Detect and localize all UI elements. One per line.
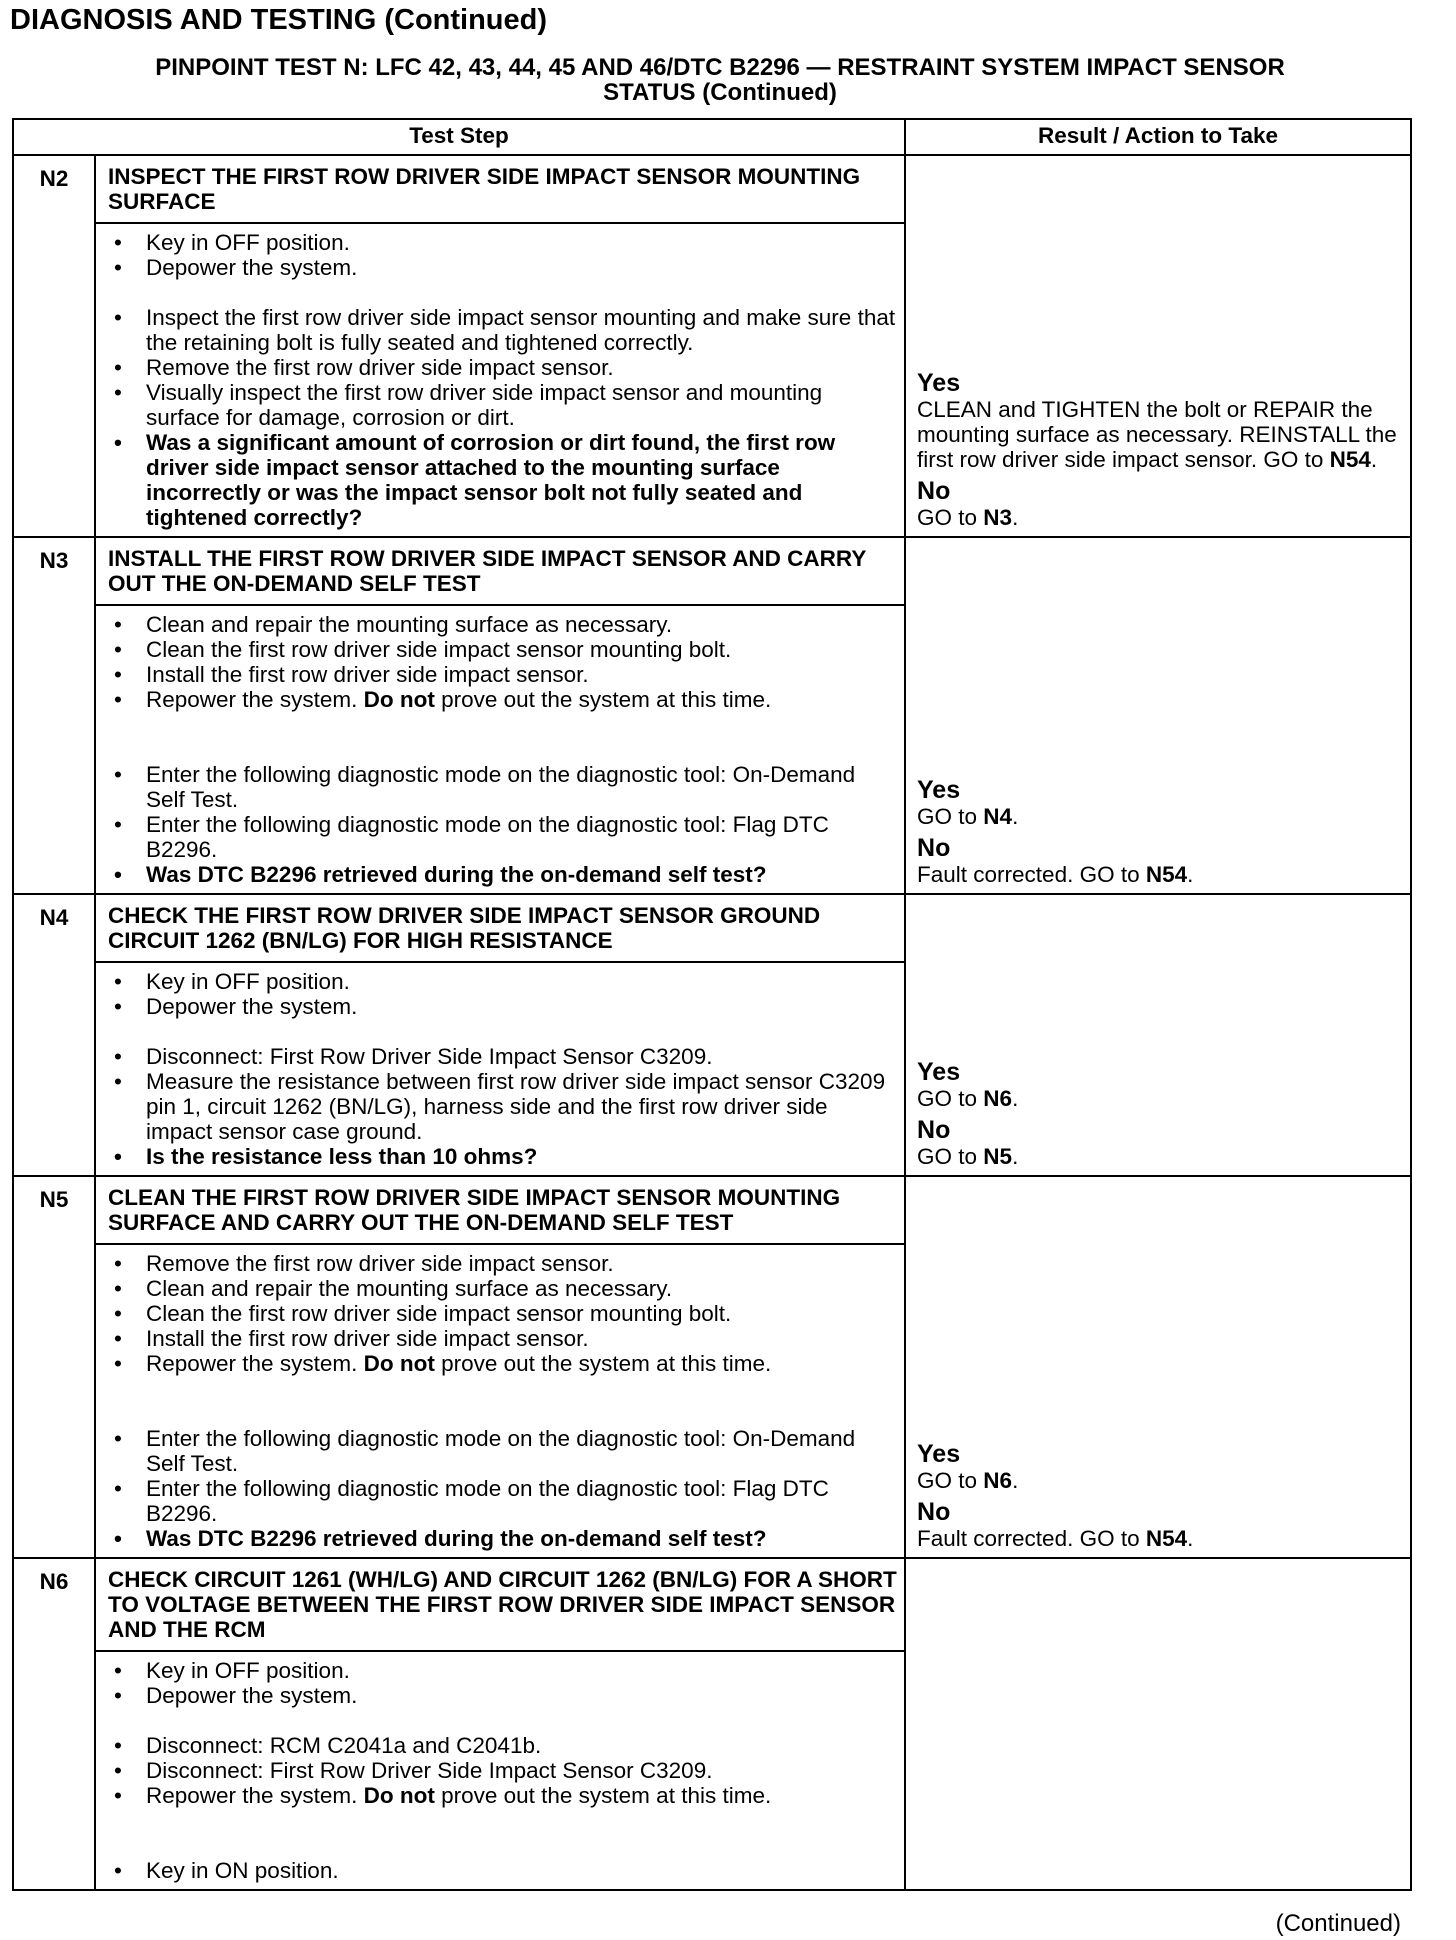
result-yes-label: Yes	[917, 1058, 961, 1086]
list-item-question: • Was DTC B2296 retrieved during the on-demand self test?	[108, 862, 898, 887]
step-id: N5	[13, 1176, 95, 1558]
list-item-question: • Was DTC B2296 retrieved during the on-demand self test?	[108, 1526, 898, 1551]
list-item: • Enter the following diagnostic mode on the diagnostic tool: On-Demand Self Test.	[108, 762, 898, 812]
step-result	[905, 537, 1411, 894]
list-item: • Enter the following diagnostic mode on the diagnostic tool: Flag DTC B2296.	[108, 812, 898, 862]
result-no-label: No	[917, 1116, 951, 1144]
list-item-question: • Was a significant amount of corrosion or dirt found, the first row driver side impact sensor attached to the mounting surface incorrectly or was the impact sensor bolt not fully seated and tightened correctly?	[108, 430, 898, 530]
list-item: • Install the first row driver side impact sensor.	[108, 1326, 898, 1351]
result-no-text: GO to N5.	[917, 1144, 1019, 1169]
result-yes-text: CLEAN and TIGHTEN the bolt or REPAIR the mounting surface as necessary. REINSTALL the first row driver side impact sensor. GO to N54.	[917, 397, 1397, 472]
list-item: • Repower the system. Do not prove out the system at this time.	[108, 1351, 898, 1376]
list-item: • Measure the resistance between first row driver side impact sensor C3209 pin 1, circuit 1262 (BN/LG), harness side and the first row driver side impact sensor case ground.	[108, 1069, 898, 1144]
result-no-text: Fault corrected. GO to N54.	[917, 862, 1194, 887]
list-item: • Inspect the first row driver side impact sensor mounting and make sure that the retaining bolt is fully seated and tightened correctly.	[108, 305, 898, 355]
pinpoint-title-line2: STATUS (Continued)	[603, 79, 837, 106]
result-yes-text: GO to N6.	[917, 1086, 1019, 1111]
result-yes-label: Yes	[917, 776, 961, 804]
list-item: • Disconnect: First Row Driver Side Impact Sensor C3209.	[108, 1758, 898, 1783]
continued-label: (Continued)	[1275, 1910, 1401, 1937]
list-item: • Depower the system.	[108, 994, 898, 1019]
list-item: • Key in OFF position.	[108, 230, 898, 255]
table-header-row	[13, 119, 1411, 155]
step-row-n4	[13, 894, 1411, 962]
list-item: • Enter the following diagnostic mode on the diagnostic tool: On-Demand Self Test.	[108, 1426, 898, 1476]
list-item: • Depower the system.	[108, 1683, 898, 1708]
list-item: • Key in OFF position.	[108, 969, 898, 994]
step-result	[905, 1176, 1411, 1558]
list-item: • Clean the first row driver side impact sensor mounting bolt.	[108, 637, 898, 662]
list-item: • Remove the first row driver side impact sensor.	[108, 355, 898, 380]
list-item: • Disconnect: RCM C2041a and C2041b.	[108, 1733, 898, 1758]
list-item: • Visually inspect the first row driver side impact sensor and mounting surface for damage, corrosion or dirt.	[108, 380, 898, 430]
step-reference: N4	[983, 804, 1013, 829]
page-header: DIAGNOSIS AND TESTING (Continued)	[10, 4, 548, 36]
step-row-n2	[13, 155, 1411, 223]
result-yes-label: Yes	[917, 369, 961, 397]
list-item: • Key in ON position.	[108, 1858, 898, 1883]
list-item: • Key in OFF position.	[108, 1658, 898, 1683]
step-row-n5	[13, 1176, 1411, 1244]
step-reference: N6	[983, 1086, 1013, 1111]
result-no-text: Fault corrected. GO to N54.	[917, 1526, 1194, 1551]
col-header-result: Result / Action to Take	[905, 119, 1411, 155]
step-instructions	[95, 962, 905, 1176]
list-item-question: • Is the resistance less than 10 ohms?	[108, 1144, 898, 1169]
list-item: • Clean the first row driver side impact sensor mounting bolt.	[108, 1301, 898, 1326]
pinpoint-test-table	[12, 118, 1412, 1891]
result-yes-text: GO to N6.	[917, 1468, 1019, 1493]
step-row-n3	[13, 537, 1411, 605]
step-reference: N54	[1329, 447, 1371, 472]
step-reference: N54	[1145, 862, 1188, 887]
list-item: • Repower the system. Do not prove out the system at this time.	[108, 687, 898, 712]
list-item: • Enter the following diagnostic mode on the diagnostic tool: Flag DTC B2296.	[108, 1476, 898, 1526]
list-item: • Repower the system. Do not prove out the system at this time.	[108, 1783, 898, 1808]
list-item: • Remove the first row driver side impact sensor.	[108, 1251, 898, 1276]
step-instructions	[95, 223, 905, 537]
step-title: CLEAN THE FIRST ROW DRIVER SIDE IMPACT SENSOR MOUNTING SURFACE AND CARRY OUT THE ON-DEMAND SELF TEST	[95, 1176, 905, 1244]
result-yes-text: GO to N4.	[917, 804, 1019, 829]
result-no-label: No	[917, 834, 951, 862]
list-item: • Clean and repair the mounting surface as necessary.	[108, 1276, 898, 1301]
step-title: INSTALL THE FIRST ROW DRIVER SIDE IMPACT SENSOR AND CARRY OUT THE ON-DEMAND SELF TEST	[95, 537, 905, 605]
step-title: INSPECT THE FIRST ROW DRIVER SIDE IMPACT SENSOR MOUNTING SURFACE	[95, 155, 905, 223]
result-no-text: GO to N3.	[917, 505, 1019, 530]
step-row-n6	[13, 1558, 1411, 1651]
step-id: N6	[13, 1558, 95, 1890]
result-no-label: No	[917, 1498, 951, 1526]
step-result	[905, 1558, 1411, 1890]
step-result	[905, 155, 1411, 537]
pinpoint-test-title	[30, 55, 1410, 105]
result-yes-label: Yes	[917, 1440, 961, 1468]
result-no-label: No	[917, 477, 951, 505]
step-result	[905, 894, 1411, 1176]
list-item: • Install the first row driver side impact sensor.	[108, 662, 898, 687]
step-id: N2	[13, 155, 95, 537]
step-reference: N6	[983, 1468, 1013, 1493]
step-instructions	[95, 1651, 905, 1890]
step-title: CHECK THE FIRST ROW DRIVER SIDE IMPACT SENSOR GROUND CIRCUIT 1262 (BN/LG) FOR HIGH RESISTANCE	[95, 894, 905, 962]
step-reference: N5	[983, 1144, 1013, 1169]
step-title: CHECK CIRCUIT 1261 (WH/LG) AND CIRCUIT 1262 (BN/LG) FOR A SHORT TO VOLTAGE BETWEEN THE FIRST ROW DRIVER SIDE IMPACT SENSOR AND THE RCM	[95, 1558, 905, 1651]
step-id: N3	[13, 537, 95, 894]
step-id: N4	[13, 894, 95, 1176]
list-item: • Clean and repair the mounting surface as necessary.	[108, 612, 898, 637]
list-item: • Depower the system.	[108, 255, 898, 280]
step-instructions	[95, 1244, 905, 1558]
col-header-test-step: Test Step	[13, 119, 905, 155]
step-instructions	[95, 605, 905, 894]
step-reference: N54	[1145, 1526, 1188, 1551]
pinpoint-title-line1: PINPOINT TEST N: LFC 42, 43, 44, 45 AND 46/DTC B2296 — RESTRAINT SYSTEM IMPACT SENSOR	[155, 54, 1285, 81]
list-item: • Disconnect: First Row Driver Side Impact Sensor C3209.	[108, 1044, 898, 1069]
step-reference: N3	[983, 505, 1013, 530]
